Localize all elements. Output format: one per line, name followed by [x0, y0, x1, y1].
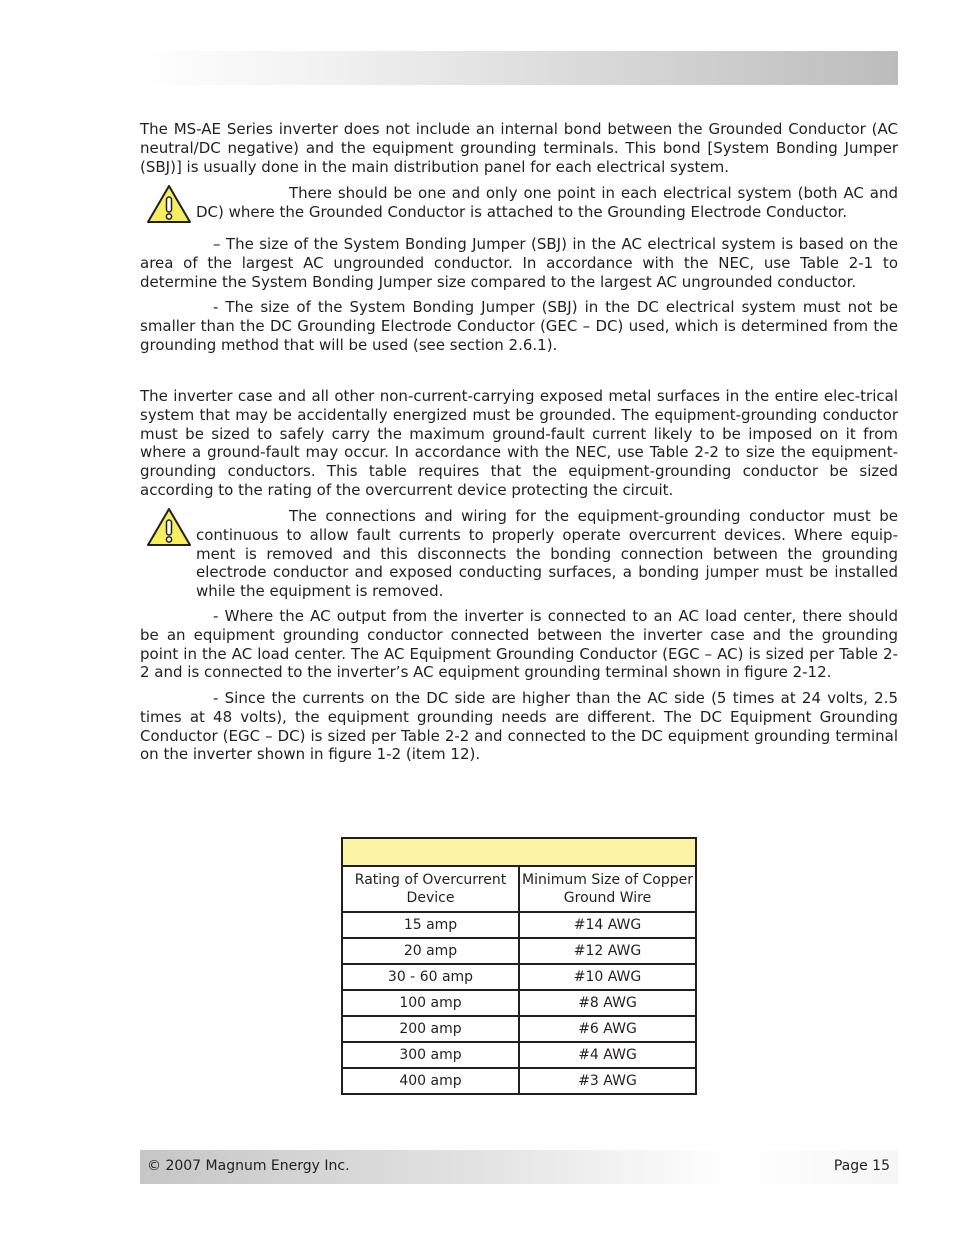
table-row [342, 990, 696, 1016]
warning-block-egc [140, 507, 898, 601]
ac-egc-paragraph: - Where the AC output from the inverter is connected to an AC load center, there should be an equipment grounding conductor connected between the inverter case and the grounding point in the AC load center. The AC Equipment Grounding Conductor (EGC – AC) is sized per Table 2-2 and is connected to the inverter’s AC equipment grounding terminal shown in figure 2-12. [140, 607, 898, 682]
table-title-cell [342, 838, 696, 866]
rating-cell: 100 amp [342, 990, 519, 1016]
table-row [342, 912, 696, 938]
wire-size-cell: #3 AWG [519, 1068, 696, 1094]
dc-sbj-paragraph: - The size of the System Bonding Jumper (SBJ) in the DC electrical system must not be smaller than the DC Grounding Electrode Conductor (GEC – DC) used, which is determined from the grounding method that will be used (see section 2.6.1). [140, 298, 898, 354]
footer-bar [140, 1150, 898, 1184]
header-bar [140, 51, 898, 85]
table-row [342, 1016, 696, 1042]
ground-wire-size-table [341, 837, 697, 1095]
rating-cell: 15 amp [342, 912, 519, 938]
rating-cell: 20 amp [342, 938, 519, 964]
wire-size-cell: #14 AWG [519, 912, 696, 938]
warning-text-egc: The connections and wiring for the equipment-grounding conductor must be continuous to allow fault currents to properly operate overcurrent devices. Where equip-ment is removed and this disconnects the bonding connection between the grounding electrode conductor and exposed conducting surfaces, a bonding jumper must be installed while the equipment is removed. [196, 507, 898, 600]
wire-size-cell: #12 AWG [519, 938, 696, 964]
equipment-grounding-paragraph: The inverter case and all other non-current-carrying exposed metal surfaces in the entire elec-trical system that may be accidentally energized must be grounded. The equipment-grounding conductor must be sized to safely carry the maximum ground-fault current likely to be imposed on it from where a ground-fault may occur. In accordance with the NEC, use Table 2-2 to size the equipment-grounding conductors. This table requires that the equipment-grounding conductor be sized according to the rating of the overcurrent device protecting the circuit. [140, 387, 898, 499]
table-header-row [342, 866, 696, 912]
table-title-row [342, 838, 696, 866]
page-number: Page 15 [833, 1158, 890, 1174]
column-header-rating: Rating of Overcurrent Device [342, 866, 519, 912]
rating-cell: 200 amp [342, 1016, 519, 1042]
intro-paragraph: The MS-AE Series inverter does not include an internal bond between the Grounded Conductor (AC neutral/DC negative) and the equipment grounding terminals. This bond [System Bonding Jumper (SBJ)] is usually done in the main distribution panel for each electrical system. [140, 120, 898, 176]
wire-size-cell: #4 AWG [519, 1042, 696, 1068]
copyright-text: © 2007 Magnum Energy Inc. [147, 1158, 350, 1174]
wire-size-cell: #10 AWG [519, 964, 696, 990]
column-header-min-size: Minimum Size of Copper Ground Wire [519, 866, 696, 912]
warning-triangle-icon [146, 184, 192, 224]
rating-cell: 300 amp [342, 1042, 519, 1068]
rating-cell: 400 amp [342, 1068, 519, 1094]
dc-egc-paragraph: - Since the currents on the DC side are higher than the AC side (5 times at 24 volts, 2.5 times at 48 volts), the equipment grounding needs are different. The DC Equipment Grounding Conductor (EGC – DC) is sized per Table 2-2 and connected to the DC equipment grounding terminal on the inverter shown in figure 1-2 (item 12). [140, 689, 898, 764]
wire-size-cell: #8 AWG [519, 990, 696, 1016]
table-row [342, 1068, 696, 1094]
rating-cell: 30 - 60 amp [342, 964, 519, 990]
warning-block-bonding [140, 184, 898, 222]
wire-size-cell: #6 AWG [519, 1016, 696, 1042]
table-row [342, 1042, 696, 1068]
warning-triangle-icon [146, 507, 192, 547]
ac-sbj-paragraph: – The size of the System Bonding Jumper (SBJ) in the AC electrical system is based on the area of the largest AC ungrounded conductor. In accordance with the NEC, use Table 2-1 to determine the System Bonding Jumper size compared to the largest AC ungrounded conductor. [140, 235, 898, 291]
table-row [342, 938, 696, 964]
table-row [342, 964, 696, 990]
warning-text-bonding: There should be one and only one point in each electrical system (both AC and DC) where the Grounded Conductor is attached to the Grounding Electrode Conductor. [196, 184, 898, 221]
